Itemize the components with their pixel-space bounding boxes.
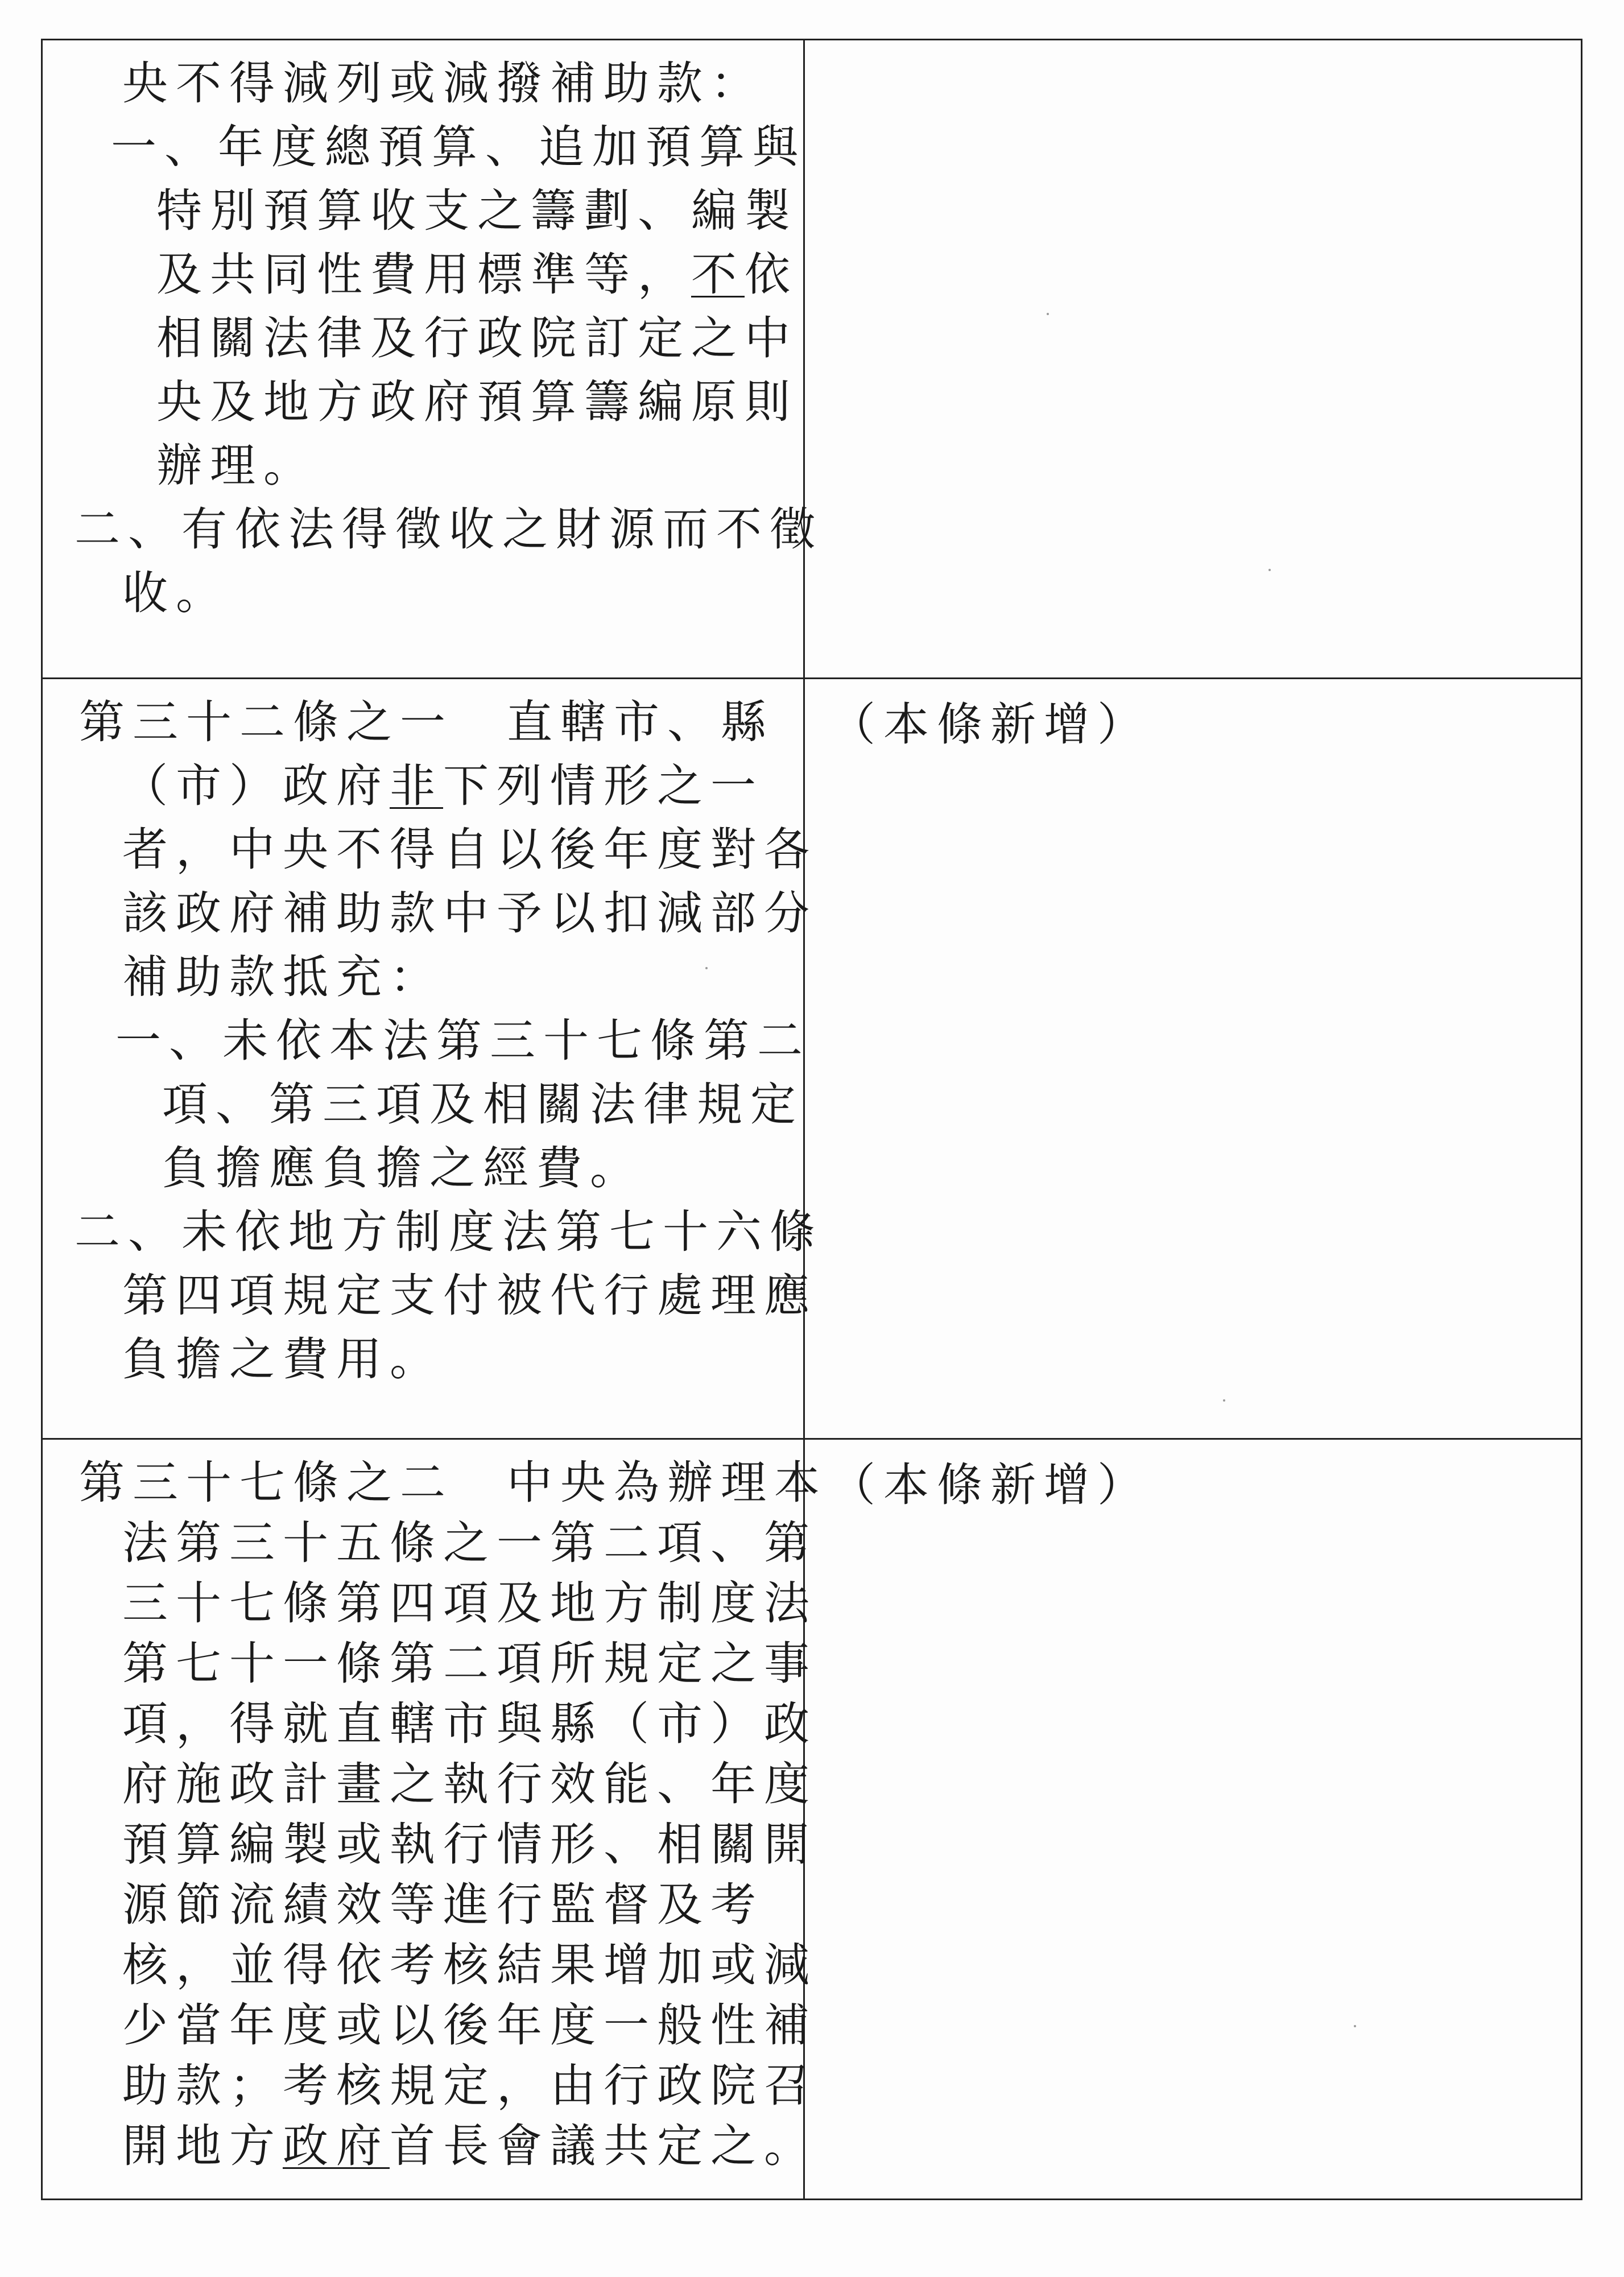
article-text-cell	[43, 679, 823, 1438]
text-line: 項，得就直轄市與縣（市）政	[122, 1697, 817, 1750]
scan-speck	[1354, 2025, 1356, 2027]
article-text-cell	[43, 1440, 828, 2199]
text-line: 辦理。	[156, 439, 317, 492]
text-line: 法第三十五條之一第二項、第	[122, 1516, 817, 1569]
text-line: 央及地方政府預算籌編原則	[156, 375, 798, 428]
text-line: 二、未依地方制度法第七十六條	[75, 1205, 823, 1258]
text-line: 一、年度總預算、追加預算與	[111, 121, 806, 173]
scan-speck	[1223, 1399, 1225, 1402]
text-line: 第四項規定支付被代行處理應	[122, 1269, 817, 1322]
text-line: 預算編製或執行情形、相關開	[122, 1818, 817, 1871]
comparison-table	[41, 39, 1582, 2200]
text-line: 該政府補助款中予以扣減部分	[122, 887, 817, 940]
table-row	[43, 40, 1581, 679]
text-line: 者，中央不得自以後年度對各	[122, 823, 817, 876]
text-segment: （市）政府	[122, 759, 390, 812]
explanation-note: （本條新增）	[830, 698, 1151, 751]
underlined-text: 政府	[283, 2119, 390, 2172]
text-line: 少當年度或以後年度一般性補	[122, 1999, 817, 2052]
text-line: 三十七條第四項及地方制度法	[122, 1577, 817, 1630]
text-line: 核，並得依考核結果增加或減	[122, 1939, 817, 1991]
explanation-note: （本條新增）	[830, 1458, 1151, 1511]
text-line: 第七十一條第二項所規定之事	[122, 1637, 817, 1690]
text-line: 相關法律及行政院訂定之中	[156, 312, 798, 365]
text-line: 項、第三項及相關法律規定	[162, 1078, 804, 1131]
text-line: 特別預算收支之籌劃、編製	[156, 184, 798, 237]
text-line: 收。	[122, 567, 229, 619]
text-segment: 及共同性費用標準等，	[156, 248, 691, 301]
text-line	[122, 759, 764, 812]
article-heading-line: 第三十七條之二 中央為辦理本	[79, 1456, 828, 1509]
text-line: 央不得減列或減撥補助款：	[122, 57, 764, 110]
underlined-text: 不	[691, 248, 745, 301]
scan-speck	[705, 967, 708, 969]
text-line: 府施政計畫之執行效能、年度	[122, 1758, 817, 1811]
scan-speck	[1047, 313, 1049, 315]
text-line: 負擔之費用。	[122, 1333, 443, 1386]
underlined-text: 非	[390, 759, 443, 812]
text-line: 二、有依法得徵收之財源而不徵	[75, 503, 823, 556]
scan-speck	[1268, 569, 1271, 571]
text-segment: 首長會議共定之。	[390, 2119, 817, 2172]
text-line: 補助款抵充：	[122, 951, 443, 1003]
text-line: 助款；考核規定，由行政院召	[122, 2059, 817, 2112]
text-line: 源節流績效等進行監督及考	[122, 1878, 764, 1931]
article-heading-line: 第三十二條之一 直轄市、縣	[79, 696, 774, 749]
explanation-cell	[805, 1440, 1581, 2199]
explanation-cell	[805, 679, 1581, 1438]
text-segment: 依	[745, 248, 798, 301]
text-segment: 開地方	[122, 2119, 283, 2172]
explanation-cell	[805, 40, 1581, 677]
table-row	[43, 679, 1581, 1440]
article-text-cell	[43, 40, 823, 677]
text-line: 一、未依本法第三十七條第二	[115, 1014, 811, 1067]
text-line	[122, 2119, 817, 2172]
text-segment: 下列情形之一	[443, 759, 764, 812]
text-line	[156, 248, 798, 301]
text-line: 負擔應負擔之經費。	[162, 1142, 643, 1195]
table-row	[43, 1440, 1581, 2199]
